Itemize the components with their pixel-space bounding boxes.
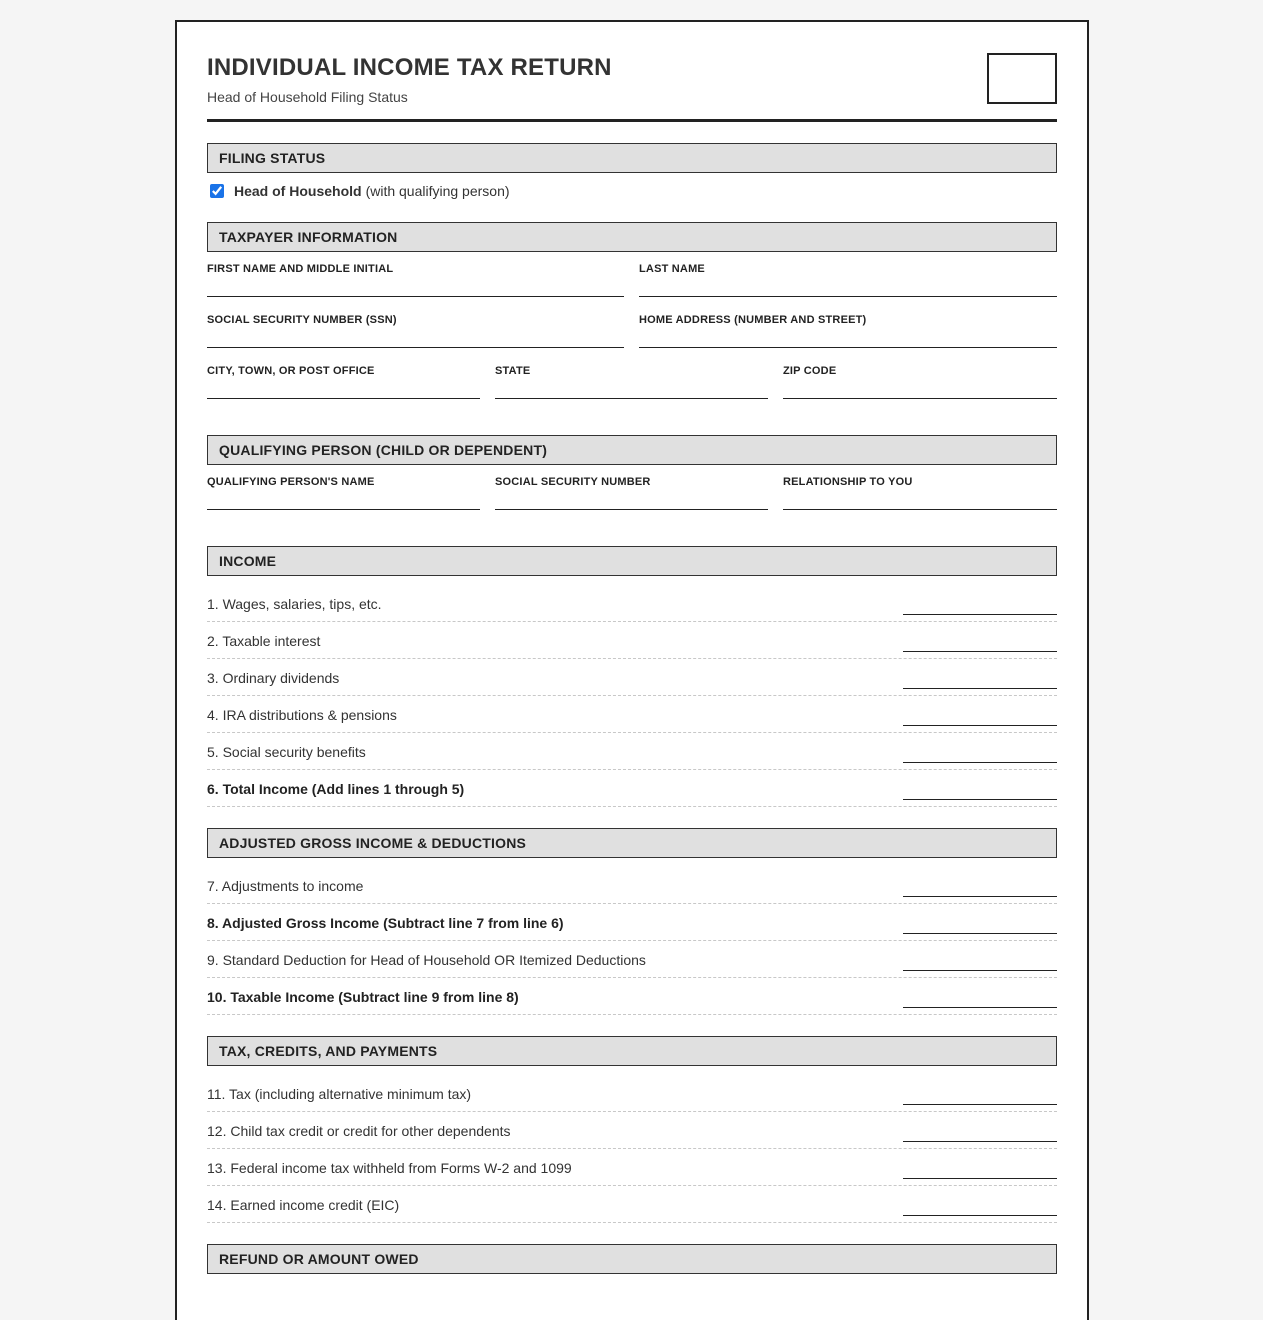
amount-input[interactable]	[903, 1085, 1057, 1105]
line-label: 5. Social security benefits	[207, 744, 366, 760]
stamp-box	[987, 53, 1057, 104]
amount-input[interactable]	[903, 780, 1057, 800]
city-input-line[interactable]	[207, 398, 480, 399]
zip-code-field[interactable]	[783, 364, 1057, 399]
tax-line-12	[207, 1112, 1057, 1149]
amount-input[interactable]	[903, 1196, 1057, 1216]
state-input-line[interactable]	[495, 398, 768, 399]
amount-input[interactable]	[903, 877, 1057, 897]
form-subtitle: Head of Household Filing Status	[207, 89, 408, 105]
section-taxpayer-information: TAXPAYER INFORMATION	[207, 222, 1057, 252]
line-label: 13. Federal income tax withheld from Forms W-2 and 1099	[207, 1160, 572, 1176]
amount-input[interactable]	[903, 632, 1057, 652]
last-name-field[interactable]	[639, 262, 1057, 297]
relationship-input-line[interactable]	[783, 509, 1057, 510]
filing-status-qualifier: (with qualifying person)	[365, 183, 510, 199]
section-tax-credits-payments: TAX, CREDITS, AND PAYMENTS	[207, 1036, 1057, 1066]
section-filing-status: FILING STATUS	[207, 143, 1057, 173]
last-name-input-line[interactable]	[639, 296, 1057, 297]
home-address-input-line[interactable]	[639, 347, 1057, 348]
line-label: 1. Wages, salaries, tips, etc.	[207, 596, 382, 612]
relationship-label: RELATIONSHIP TO YOU	[783, 476, 913, 488]
agi-line-9	[207, 941, 1057, 978]
home-address-label: HOME ADDRESS (NUMBER AND STREET)	[639, 314, 867, 326]
income-line-5	[207, 733, 1057, 770]
line-label: 4. IRA distributions & pensions	[207, 707, 397, 723]
tax-line-13	[207, 1149, 1057, 1186]
income-line-4	[207, 696, 1057, 733]
income-line-6-total	[207, 770, 1057, 807]
agi-line-10	[207, 978, 1057, 1015]
agi-line-7	[207, 867, 1057, 904]
city-label: CITY, TOWN, OR POST OFFICE	[207, 365, 375, 377]
amount-input[interactable]	[903, 1122, 1057, 1142]
ssn-label: SOCIAL SECURITY NUMBER (SSN)	[207, 314, 397, 326]
form-header	[207, 22, 1057, 122]
amount-input[interactable]	[903, 743, 1057, 763]
line-label: 9. Standard Deduction for Head of Household OR Itemized Deductions	[207, 952, 646, 968]
section-qualifying-person: QUALIFYING PERSON (CHILD OR DEPENDENT)	[207, 435, 1057, 465]
line-label: 6. Total Income (Add lines 1 through 5)	[207, 781, 465, 797]
home-address-field[interactable]	[639, 313, 1057, 348]
line-label: 8. Adjusted Gross Income (Subtract line 7 from line 6)	[207, 915, 564, 931]
tax-line-14	[207, 1186, 1057, 1223]
zip-code-label: ZIP CODE	[783, 365, 837, 377]
head-of-household-checkbox[interactable]	[210, 184, 224, 198]
qualifying-name-field[interactable]	[207, 475, 480, 510]
section-refund-amount-owed: REFUND OR AMOUNT OWED	[207, 1244, 1057, 1274]
income-line-1	[207, 585, 1057, 622]
line-label: 14. Earned income credit (EIC)	[207, 1197, 400, 1213]
line-label: 7. Adjustments to income	[207, 878, 364, 894]
amount-input[interactable]	[903, 669, 1057, 689]
ssn-input-line[interactable]	[207, 347, 624, 348]
form-body	[207, 22, 1057, 1267]
relationship-field[interactable]	[783, 475, 1057, 510]
qualifying-ssn-input-line[interactable]	[495, 509, 768, 510]
last-name-label: LAST NAME	[639, 263, 705, 275]
amount-input[interactable]	[903, 706, 1057, 726]
city-field[interactable]	[207, 364, 480, 399]
qualifying-name-input-line[interactable]	[207, 509, 480, 510]
state-field[interactable]	[495, 364, 768, 399]
agi-line-8	[207, 904, 1057, 941]
qualifying-name-label: QUALIFYING PERSON'S NAME	[207, 476, 375, 488]
filing-status-label: Head of Household	[234, 183, 362, 199]
ssn-field[interactable]	[207, 313, 624, 348]
line-label: 3. Ordinary dividends	[207, 670, 340, 686]
first-name-label: FIRST NAME AND MIDDLE INITIAL	[207, 263, 394, 275]
amount-input[interactable]	[903, 595, 1057, 615]
amount-input[interactable]	[903, 988, 1057, 1008]
form-title: INDIVIDUAL INCOME TAX RETURN	[207, 54, 612, 81]
qualifying-ssn-label: SOCIAL SECURITY NUMBER	[495, 476, 651, 488]
first-name-input-line[interactable]	[207, 296, 624, 297]
tax-line-11	[207, 1075, 1057, 1112]
amount-input[interactable]	[903, 951, 1057, 971]
zip-code-input-line[interactable]	[783, 398, 1057, 399]
line-label: 11. Tax (including alternative minimum tax)	[207, 1086, 472, 1102]
line-label: 10. Taxable Income (Subtract line 9 from line 8)	[207, 989, 519, 1005]
section-income: INCOME	[207, 546, 1057, 576]
state-label: STATE	[495, 365, 531, 377]
qualifying-ssn-field[interactable]	[495, 475, 768, 510]
income-line-3	[207, 659, 1057, 696]
amount-input[interactable]	[903, 1159, 1057, 1179]
income-line-2	[207, 622, 1057, 659]
amount-input[interactable]	[903, 914, 1057, 934]
line-label: 2. Taxable interest	[207, 633, 321, 649]
filing-status-option[interactable]	[210, 183, 510, 199]
section-agi-deductions: ADJUSTED GROSS INCOME & DEDUCTIONS	[207, 828, 1057, 858]
first-name-field[interactable]	[207, 262, 624, 297]
form-page	[175, 20, 1089, 1320]
line-label: 12. Child tax credit or credit for other dependents	[207, 1123, 511, 1139]
